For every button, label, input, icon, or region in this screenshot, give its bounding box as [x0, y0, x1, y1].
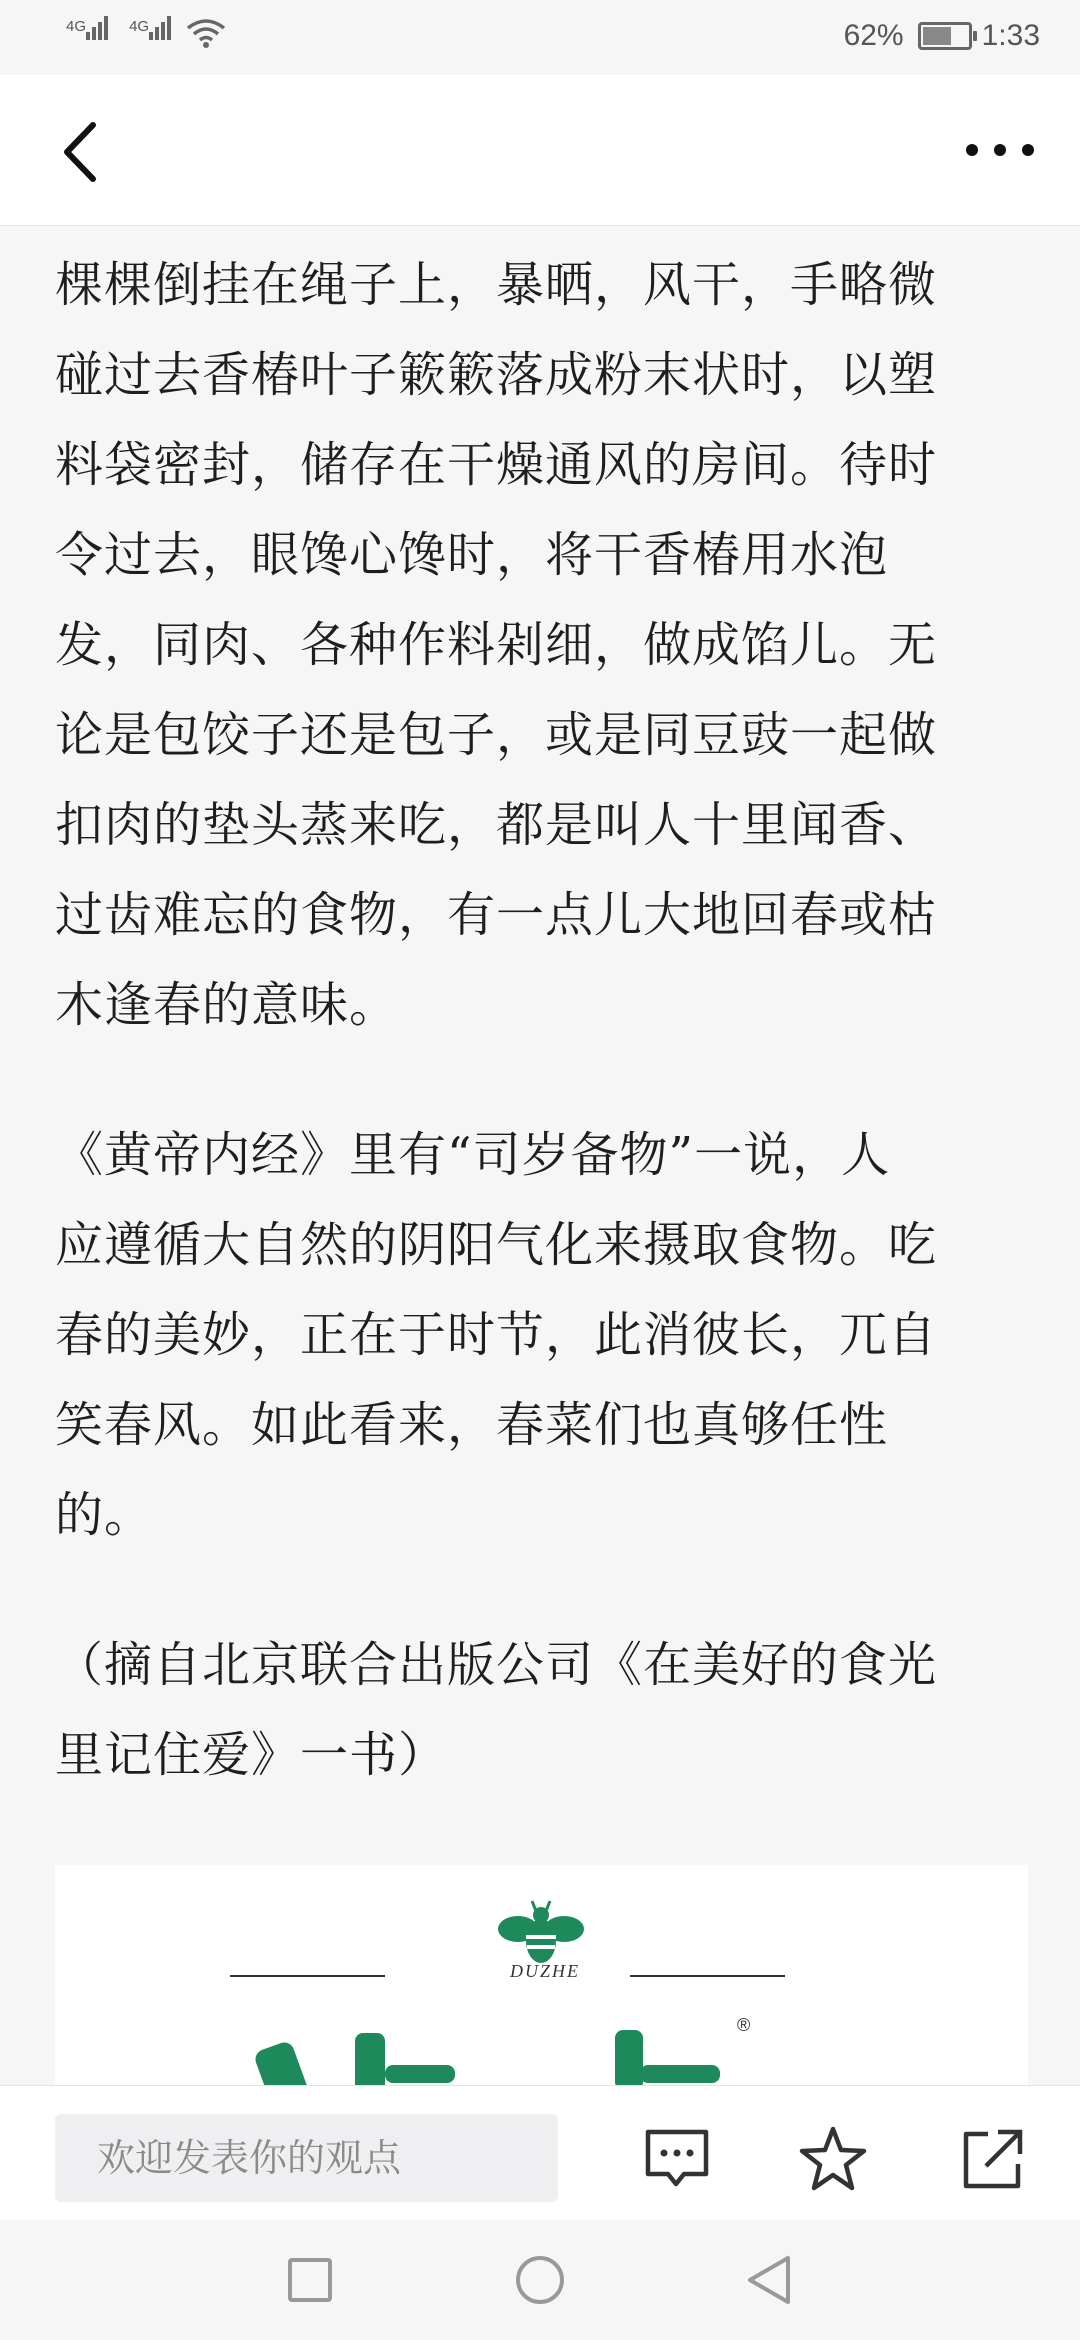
signal-indicators	[66, 16, 187, 46]
text-line: 的。	[55, 1487, 154, 1543]
logo-brushstroke	[253, 2040, 308, 2085]
comment-bar	[0, 2085, 1080, 2221]
system-nav-bar	[0, 2220, 1080, 2340]
text-line: 扣肉的垫头蒸来吃，都是叫人十里闻香、	[55, 797, 938, 853]
comment-icon[interactable]	[642, 2124, 712, 2194]
recent-apps-icon[interactable]	[280, 2250, 340, 2310]
text-line: 木逢春的意味。	[55, 977, 399, 1033]
text-line: 碰过去香椿叶子簌簌落成粉末状时，以塑	[55, 347, 938, 403]
text-line: 笑春风。如此看来，春菜们也真够任性	[55, 1397, 889, 1453]
signal-2	[129, 16, 173, 46]
share-icon[interactable]	[958, 2124, 1028, 2194]
text-line: 春的美妙，正在于时节，此消彼长，兀自	[55, 1307, 938, 1363]
logo-rule-right	[630, 1975, 785, 1977]
text-line: 里记住爱》一书）	[55, 1727, 448, 1783]
wifi-icon	[186, 18, 226, 50]
signal-1-label: 4G	[66, 18, 87, 35]
status-right	[844, 16, 1040, 56]
clock: 1:33	[981, 19, 1040, 52]
duzhe-logo-image	[55, 1865, 1028, 2085]
comment-input[interactable]: 欢迎发表你的观点	[55, 2114, 558, 2202]
text-line: 应遵循大自然的阴阳气化来摄取食物。吃	[55, 1217, 938, 1273]
logo-rule-left	[230, 1975, 385, 1977]
paragraph-source	[55, 1605, 1030, 1800]
article-body	[55, 225, 1030, 1865]
battery-percent: 62%	[843, 19, 904, 52]
text-line: 论是包饺子还是包子，或是同豆豉一起做	[55, 707, 938, 763]
chevron-left-icon[interactable]	[55, 117, 115, 187]
signal-2-label: 4G	[129, 18, 150, 35]
paragraph-2	[55, 1095, 1030, 1560]
back-triangle-icon[interactable]	[740, 2250, 800, 2310]
text-line: 令过去，眼馋心馋时，将干香椿用水泡	[55, 527, 889, 583]
status-bar	[0, 0, 1080, 75]
logo-brushstroke	[615, 2030, 643, 2085]
home-icon[interactable]	[510, 2250, 570, 2310]
signal-1	[66, 16, 110, 46]
logo-brushstroke	[385, 2065, 455, 2083]
more-horizontal-icon[interactable]	[960, 135, 1040, 165]
logo-caption: DUZHE	[509, 1961, 580, 1981]
bee-logo-icon	[498, 1895, 584, 1967]
logo-brushstroke	[640, 2065, 720, 2083]
signal-2-bars-icon	[149, 16, 173, 46]
star-icon[interactable]	[798, 2124, 868, 2194]
signal-1-bars-icon	[86, 16, 110, 46]
text-line: 发，同肉、各种作料剁细，做成馅儿。无	[55, 617, 938, 673]
paragraph-1	[55, 225, 1030, 1050]
text-line: 过齿难忘的食物，有一点儿大地回春或枯	[55, 887, 938, 943]
top-app-bar	[0, 75, 1080, 226]
text-line: 料袋密封，储存在干燥通风的房间。待时	[55, 437, 938, 493]
logo-brushstroke	[355, 2033, 385, 2085]
text-line: （摘自北京联合出版公司《在美好的食光	[55, 1637, 938, 1693]
text-line: 棵棵倒挂在绳子上，暴晒，风干，手略微	[55, 257, 938, 313]
text-line: 《黄帝内经》里有“司岁备物”一说，人	[55, 1127, 891, 1183]
registered-mark: ®	[737, 2015, 751, 2035]
battery-icon	[918, 22, 972, 50]
